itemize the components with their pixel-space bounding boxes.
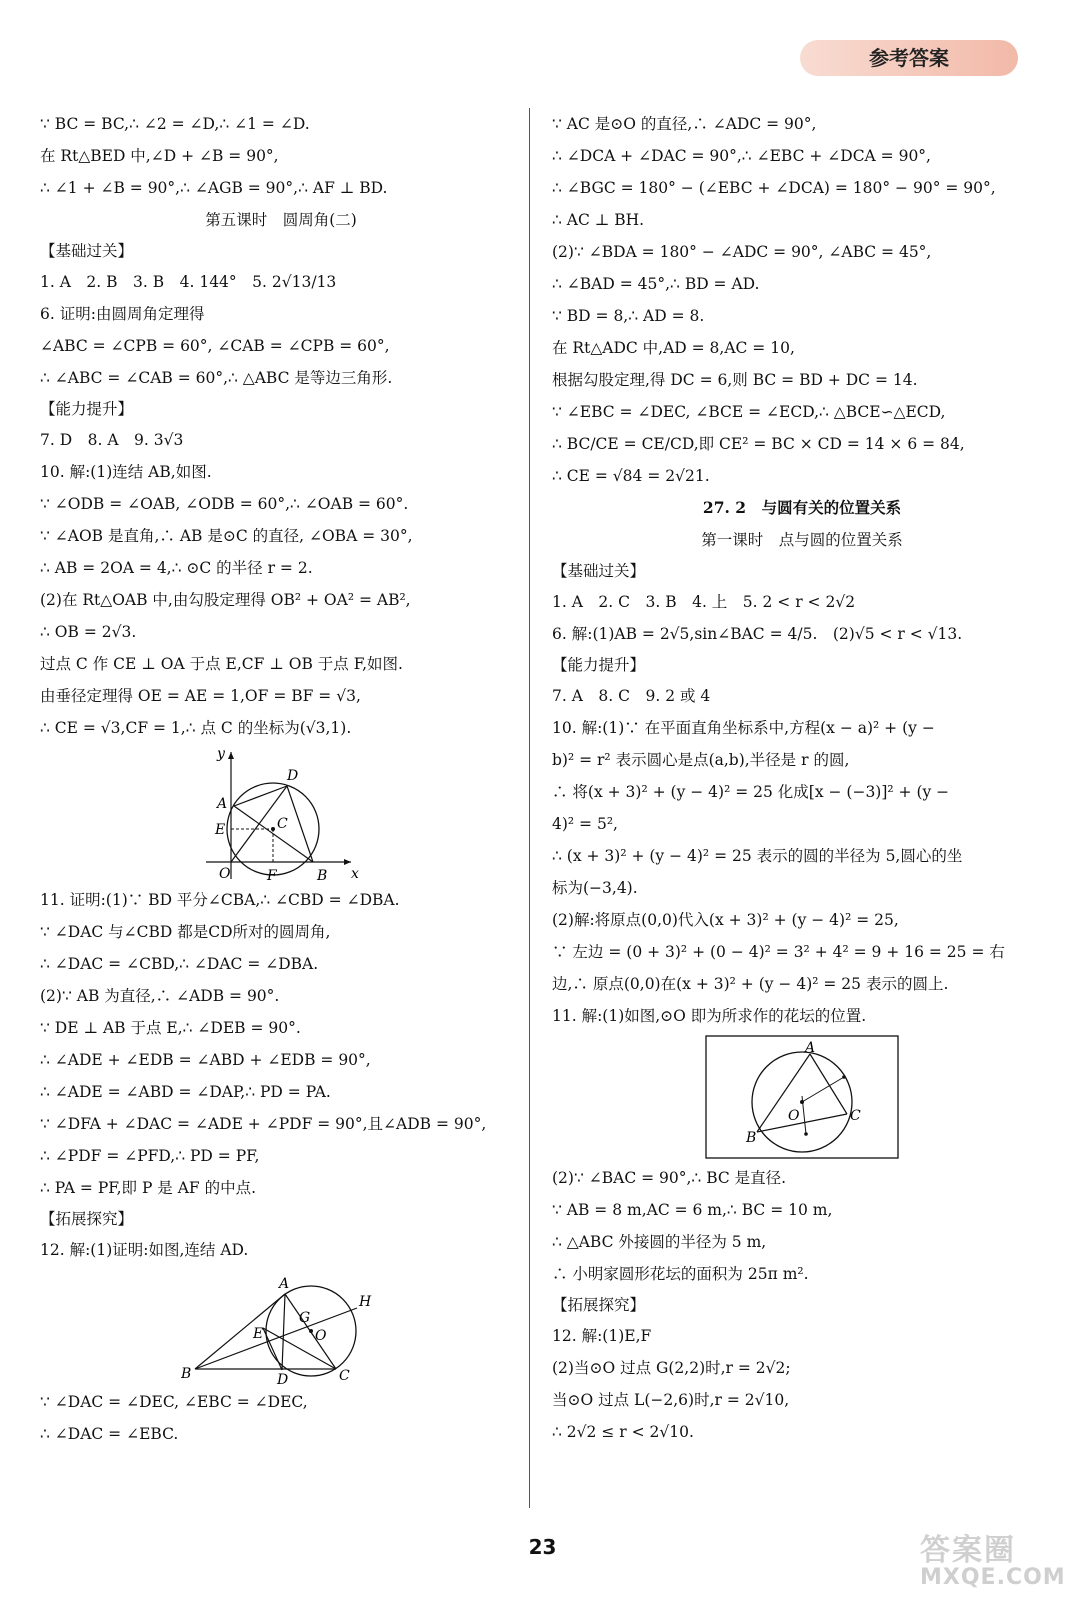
text-line: ∠ABC = ∠CPB = 60°, ∠CAB = ∠CPB = 60°, — [40, 337, 390, 355]
text-line: ∴ 将(x + 3)² + (y − 4)² = 25 化成[x − (−3)]² + (y − — [552, 783, 950, 801]
text-line: 11. 解:(1)如图,⊙O 即为所求作的花坛的位置. — [552, 1007, 867, 1025]
text-line: (2)∵ ∠BAC = 90°,∴ BC 是直径. — [552, 1169, 787, 1187]
chapter-title: 27. 2 与圆有关的位置关系 — [702, 498, 902, 517]
figure-coordinate-circle — [201, 744, 361, 884]
text-line: 在 Rt△ADC 中,AD = 8,AC = 10, — [552, 339, 795, 357]
text-line: ∵ AC 是⊙O 的直径,∴ ∠ADC = 90°, — [552, 115, 817, 133]
page-number: 23 — [528, 1535, 557, 1559]
section-heading: 【拓展探究】 — [40, 1210, 134, 1228]
text-line: 过点 C 作 CE ⊥ OA 于点 E,CF ⊥ OB 于点 F,如图. — [40, 655, 403, 673]
text-line: ∴ ∠ADE = ∠ABD = ∠DAP,∴ PD = PA. — [40, 1083, 331, 1101]
label-C: C — [850, 1108, 861, 1124]
text-line: ∴ AB = 2OA = 4,∴ ⊙C 的半径 r = 2. — [40, 559, 313, 577]
label-C: C — [277, 816, 288, 832]
left-column — [40, 108, 522, 1450]
text-line: ∴ (x + 3)² + (y − 4)² = 25 表示的圆的半径为 5,圆心的坐 — [552, 847, 963, 865]
label-B: B — [181, 1366, 192, 1382]
text-line: ∴ ∠DCA + ∠DAC = 90°,∴ ∠EBC + ∠DCA = 90°, — [552, 147, 931, 165]
label-A: A — [217, 796, 228, 812]
label-G: G — [299, 1310, 311, 1326]
section-heading: 【基础过关】 — [552, 562, 646, 580]
text-line: ∵ 左边 = (0 + 3)² + (0 − 4)² = 3² + 4² = 9 + 16 = 25 = 右 — [552, 943, 1005, 961]
text-line: 10. 解:(1)∵ 在平面直角坐标系中,方程(x − a)² + (y − — [552, 719, 935, 737]
text-line: 6. 证明:由圆周角定理得 — [40, 305, 205, 323]
label-D: D — [277, 1372, 289, 1386]
text-line: 12. 解:(1)E,F — [552, 1327, 652, 1345]
text-line: 标为(−3,4). — [552, 879, 638, 897]
text-line: 7. D 8. A 9. 3√3 — [40, 431, 184, 449]
text-line: (2)∵ ∠BDA = 180° − ∠ADC = 90°, ∠ABC = 45°, — [552, 243, 932, 261]
text-line: ∴ ∠DAC = ∠CBD,∴ ∠DAC = ∠DBA. — [40, 955, 319, 973]
text-line: ∴ PA = PF,即 P 是 AF 的中点. — [40, 1179, 257, 1197]
text-line: ∴ ∠1 + ∠B = 90°,∴ ∠AGB = 90°,∴ AF ⊥ BD. — [40, 179, 388, 197]
watermark — [920, 1525, 1066, 1590]
figure-flowerbed-circle — [702, 1032, 902, 1162]
text-line: ∴ BC/CE = CE/CD,即 CE² = BC × CD = 14 × 6 = 84, — [552, 435, 965, 453]
text-line: ∵ ∠EBC = ∠DEC, ∠BCE = ∠ECD,∴ △BCE∽△ECD, — [552, 403, 946, 421]
figure-circle-tangent — [181, 1266, 381, 1386]
text-line: (2)当⊙O 过点 G(2,2)时,r = 2√2; — [552, 1359, 791, 1377]
label-E: E — [253, 1326, 264, 1342]
text-line: ∴ AC ⊥ BH. — [552, 211, 645, 229]
text-line: 1. A 2. B 3. B 4. 144° 5. 2√13/13 — [40, 273, 337, 291]
label-F: F — [267, 868, 277, 884]
text-line: ∴ OB = 2√3. — [40, 623, 137, 641]
text-line: ∴ ∠ABC = ∠CAB = 60°,∴ △ABC 是等边三角形. — [40, 369, 393, 387]
text-line: ∵ AB = 8 m,AC = 6 m,∴ BC = 10 m, — [552, 1201, 833, 1219]
lesson-title: 第一课时 点与圆的位置关系 — [701, 531, 903, 549]
text-line: ∴ △ABC 外接圆的半径为 5 m, — [552, 1233, 767, 1251]
column-divider — [529, 108, 530, 1508]
label-C: C — [339, 1368, 350, 1384]
label-A: A — [279, 1276, 290, 1292]
text-line: ∵ ∠DAC 与∠CBD 都是CD所对的圆周角, — [40, 923, 331, 941]
text-line: (2)在 Rt△OAB 中,由勾股定理得 OB² + OA² = AB², — [40, 591, 411, 609]
text-line: ∵ ∠ODB = ∠OAB, ∠ODB = 60°,∴ ∠OAB = 60°. — [40, 495, 409, 513]
text-line: 在 Rt△BED 中,∠D + ∠B = 90°, — [40, 147, 279, 165]
text-line: ∵ ∠DFA + ∠DAC = ∠ADE + ∠PDF = 90°,且∠ADB = 90°, — [40, 1115, 487, 1133]
text-line: 7. A 8. C 9. 2 或 4 — [552, 687, 711, 705]
text-line: 1. A 2. C 3. B 4. 上 5. 2 < r < 2√2 — [552, 593, 856, 611]
text-line: ∴ ∠DAC = ∠EBC. — [40, 1425, 179, 1443]
label-H: H — [359, 1294, 372, 1310]
text-line: ∵ DE ⊥ AB 于点 E,∴ ∠DEB = 90°. — [40, 1019, 301, 1037]
text-line: 根据勾股定理,得 DC = 6,则 BC = BD + DC = 14. — [552, 371, 918, 389]
section-heading: 【能力提升】 — [40, 400, 134, 418]
label-A: A — [805, 1040, 816, 1056]
label-O: O — [788, 1108, 800, 1124]
section-heading: 【基础过关】 — [40, 242, 134, 260]
watermark-logo-text: 答案圈 — [920, 1533, 1016, 1568]
label-D: D — [287, 768, 299, 784]
text-line: ∵ ∠AOB 是直角,∴ AB 是⊙C 的直径, ∠OBA = 30°, — [40, 527, 413, 545]
text-line: 当⊙O 过点 L(−2,6)时,r = 2√10, — [552, 1391, 790, 1409]
text-line: 12. 解:(1)证明:如图,连结 AD. — [40, 1241, 249, 1259]
lesson-title: 第五课时 圆周角(二) — [205, 211, 357, 229]
text-line: ∵ BC = BC,∴ ∠2 = ∠D,∴ ∠1 = ∠D. — [40, 115, 310, 133]
text-line: ∴ ∠BGC = 180° − (∠EBC + ∠DCA) = 180° − 90° = 90°, — [552, 179, 996, 197]
text-line: ∴ ∠ADE + ∠EDB = ∠ABD + ∠EDB = 90°, — [40, 1051, 371, 1069]
label-O: O — [219, 866, 231, 882]
label-y: y — [217, 746, 225, 762]
text-line: ∵ BD = 8,∴ AD = 8. — [552, 307, 705, 325]
label-E: E — [215, 822, 226, 838]
label-O: O — [315, 1328, 327, 1344]
text-line: ∴ 2√2 ≤ r < 2√10. — [552, 1423, 694, 1441]
text-line: 4)² = 5², — [552, 815, 618, 833]
text-line: 边,∴ 原点(0,0)在(x + 3)² + (y − 4)² = 25 表示的圆上. — [552, 975, 949, 993]
text-line: ∴ 小明家圆形花坛的面积为 25π m². — [552, 1265, 809, 1283]
label-x: x — [351, 866, 359, 882]
watermark-url: MXQE.COM — [920, 1565, 1066, 1590]
text-line: (2)∵ AB 为直径,∴ ∠ADB = 90°. — [40, 987, 280, 1005]
text-line: 11. 证明:(1)∵ BD 平分∠CBA,∴ ∠CBD = ∠DBA. — [40, 891, 400, 909]
header-tag: 参考答案 — [800, 40, 1018, 76]
text-line: 6. 解:(1)AB = 2√5,sin∠BAC = 4/5. (2)√5 < r < √13. — [552, 625, 963, 643]
label-B: B — [746, 1130, 757, 1146]
text-line: 由垂径定理得 OE = AE = 1,OF = BF = √3, — [40, 687, 361, 705]
section-heading: 【能力提升】 — [552, 656, 646, 674]
text-line: ∴ CE = √84 = 2√21. — [552, 467, 710, 485]
label-B: B — [317, 868, 328, 884]
text-line: b)² = r² 表示圆心是点(a,b),半径是 r 的圆, — [552, 751, 850, 769]
text-line: 10. 解:(1)连结 AB,如图. — [40, 463, 212, 481]
text-line: (2)解:将原点(0,0)代入(x + 3)² + (y − 4)² = 25, — [552, 911, 899, 929]
text-line: ∴ ∠PDF = ∠PFD,∴ PD = PF, — [40, 1147, 260, 1165]
text-line: ∴ CE = √3,CF = 1,∴ 点 C 的坐标为(√3,1). — [40, 719, 352, 737]
right-column — [552, 108, 1052, 1448]
section-heading: 【拓展探究】 — [552, 1296, 646, 1314]
text-line: ∴ ∠BAD = 45°,∴ BD = AD. — [552, 275, 760, 293]
text-line: ∵ ∠DAC = ∠DEC, ∠EBC = ∠DEC, — [40, 1393, 308, 1411]
